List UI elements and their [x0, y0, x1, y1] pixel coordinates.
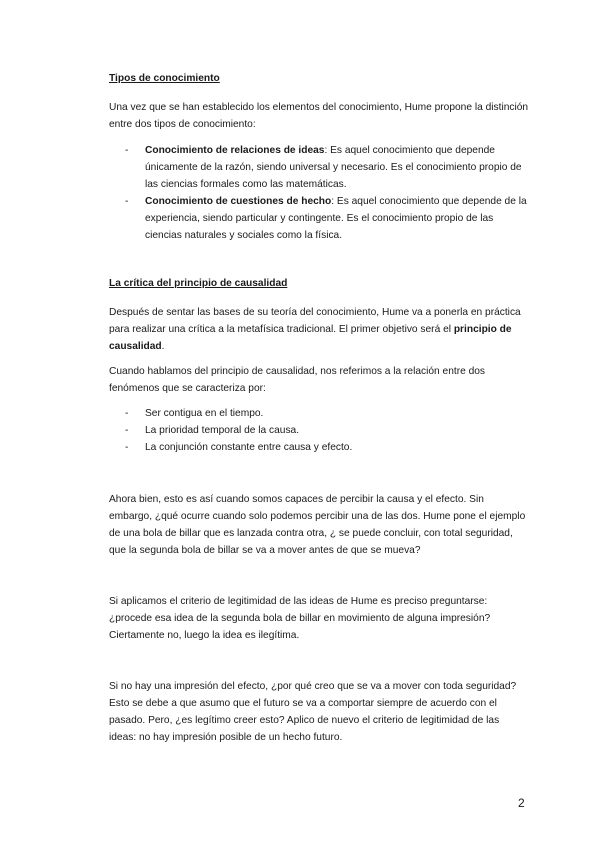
page-number: 2	[518, 796, 525, 810]
term-relaciones-ideas: Conocimiento de relaciones de ideas	[145, 145, 325, 156]
definition-text: : Es aquel conocimiento que depende de la experiencia, siendo particular y contingente. Es el conocimiento propio de las ciencias naturales y sociales como la física.	[145, 196, 527, 241]
paragraph-billiard: Ahora bien, esto es así cuando somos capaces de percibir la causa y el efecto. Sin embargo, ¿qué ocurre cuando solo podemos percibir una de las dos. Hume pone el ejemplo de una bola de billar que es lanzada contra otra, ¿ se puede concluir, con total seguridad, que la segunda bola de billar se va a mover antes de que se mueva?	[109, 494, 526, 556]
term-cuestiones-hecho: Conocimiento de cuestiones de hecho	[145, 196, 332, 207]
bullet-dash: -	[125, 442, 129, 453]
section-heading-causalidad: La crítica del principio de causalidad	[109, 278, 288, 289]
bullet-dash: -	[125, 408, 129, 419]
bullet-dash: -	[125, 196, 129, 207]
bullet-dash: -	[125, 145, 129, 156]
paragraph-causalidad-intro	[109, 304, 529, 355]
section-heading-tipos: Tipos de conocimiento	[109, 73, 220, 84]
list-item	[109, 405, 529, 422]
list-item-text: La conjunción constante entre causa y efecto.	[145, 442, 353, 453]
paragraph-definition: Cuando hablamos del principio de causalidad, nos referimos a la relación entre dos fenómenos que se caracteriza por:	[109, 366, 486, 394]
list-item	[109, 422, 529, 439]
definition-text: : Es aquel conocimiento que depende únicamente de la razón, siendo universal y necesario. Es el conocimiento propio de las ciencias formales como las matemáticas.	[145, 145, 522, 190]
list-item	[109, 439, 529, 456]
list-item-text: Ser contigua en el tiempo.	[145, 408, 264, 419]
list-item	[109, 193, 529, 244]
paragraph-futuro: Si no hay una impresión del efecto, ¿por qué creo que se va a mover con toda seguridad? Esto se debe a que asumo que el futuro se va a comportar siempre de acuerdo con el pasado. Pero, ¿es legítimo creer esto? Aplico de nuevo el criterio de legitimidad de las ideas: no hay impresión posible de un hecho futuro.	[109, 681, 517, 743]
bold-term: principio de causalidad	[109, 324, 512, 352]
paragraph-intro: Una vez que se han establecido los elementos del conocimiento, Hume propone la distinción entre dos tipos de conocimiento:	[109, 102, 529, 130]
causality-traits-list	[109, 405, 529, 456]
list-item	[109, 142, 529, 193]
paragraph-legitimidad: Si aplicamos el criterio de legitimidad de las ideas de Hume es preciso preguntarse: ¿procede esa idea de la segunda bola de billar en movimiento de alguna impresión? Ciertamente no, luego la idea es ilegítima.	[109, 596, 491, 641]
bullet-dash: -	[125, 425, 129, 436]
list-item-text: La prioridad temporal de la causa.	[145, 425, 300, 436]
paragraph-text: .	[161, 341, 165, 352]
paragraph-text: Después de sentar las bases de su teoría del conocimiento, Hume va a ponerla en práctica para realizar una crítica a la metafísica tradicional. El primer objetivo será el	[109, 307, 521, 335]
knowledge-types-list	[109, 142, 529, 244]
